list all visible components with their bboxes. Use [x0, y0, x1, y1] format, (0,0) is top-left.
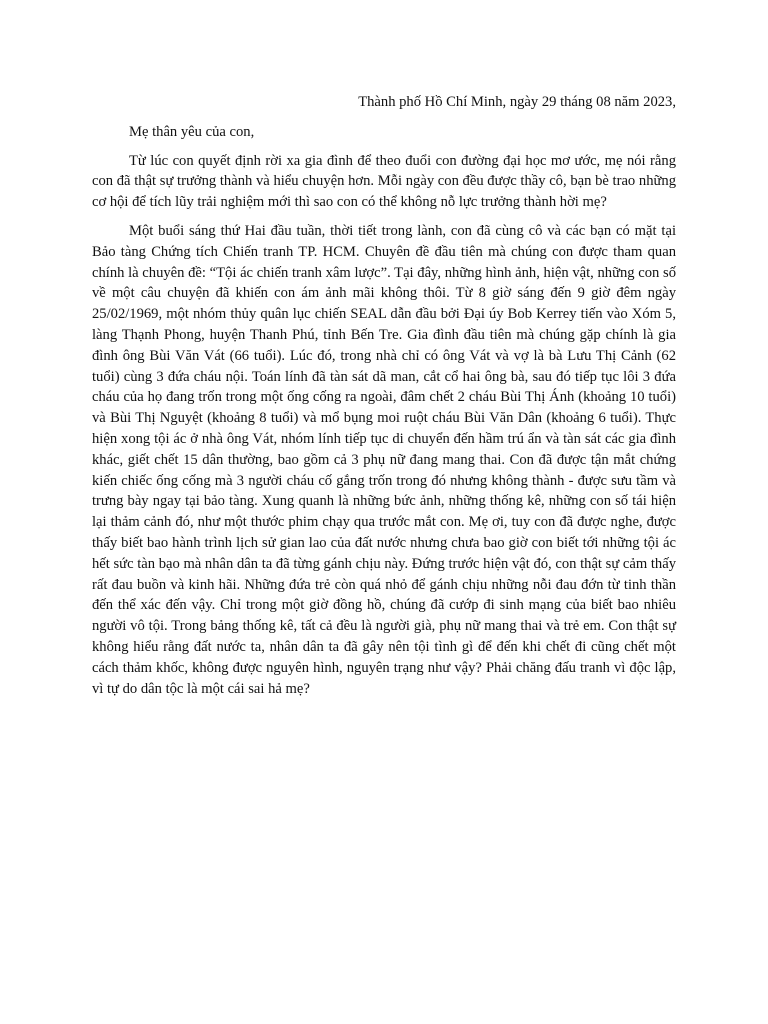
- letter-paragraph-2: Một buổi sáng thứ Hai đầu tuần, thời tiết trong lành, con đã cùng cô và các bạn có mặt tại Bảo tàng Chứng tích Chiến tranh TP. HCM. Chuyên đề đầu tiên mà chúng con được tham quan chính là chuyên đề: “Tội ác chiến tranh xâm lược”. Tại đây, những hình ảnh, hiện vật, những con số về một câu chuyện đã khiến con ám ảnh mãi không thôi. Từ 8 giờ sáng đến 9 giờ đêm ngày 25/02/1969, một nhóm thủy quân lục chiến SEAL dẫn đầu bởi Đại úy Bob Kerrey tiến vào Xóm 5, làng Thạnh Phong, huyện Thanh Phú, tỉnh Bến Tre. Gia đình đầu tiên mà chúng gặp chính là gia đình ông Bùi Văn Vát (66 tuổi). Lúc đó, trong nhà chỉ có ông Vát và vợ là bà Lưu Thị Cảnh (62 tuổi) cùng 3 đứa cháu nội. Toán lính đã tàn sát dã man, cắt cổ hai ông bà, sau đó tiếp tục lôi 3 đứa cháu của họ đang trốn trong một ống cống ra ngoài, đâm chết 2 cháu Bùi Thị Ánh (khoảng 10 tuổi) và Bùi Thị Nguyệt (khoảng 8 tuổi) và mổ bụng moi ruột cháu Bùi Văn Dân (khoảng 6 tuổi). Thực hiện xong tội ác ở nhà ông Vát, nhóm lính tiếp tục di chuyển đến hầm trú ẩn và tàn sát các gia đình khác, giết chết 15 dân thường, bao gồm cả 3 phụ nữ đang mang thai. Con đã được tận mắt chứng kiến chiếc ống cống mà 3 người cháu cố gắng trốn trong đó nhưng không thành - được sưu tầm và trưng bày ngay tại bảo tàng. Xung quanh là những bức ảnh, những thống kê, những con số tái hiện lại thảm cảnh đó, như một thước phim chạy qua trước mắt con. Mẹ ơi, tuy con đã được nghe, được thấy biết bao hành trình lịch sử gian lao của đất nước nhưng chưa bao giờ con biết tới những tội ác hết sức tàn bạo mà nhân dân ta đã từng gánh chịu này. Đứng trước hiện vật đó, con thật sự cảm thấy rất đau buồn và kinh hãi. Những đứa trẻ còn quá nhỏ để gánh chịu những nỗi đau đớn từ tinh thần đến thể xác đến vậy. Chỉ trong một giờ đồng hồ, chúng đã cướp đi sinh mạng của biết bao nhiêu người vô tội. Trong bảng thống kê, tất cả đều là người già, phụ nữ mang thai và trẻ em. Con thật sự không hiểu rằng đất nước ta, nhân dân ta đã gây nên tội tình gì để đến khi chết đi cũng chết một cách thảm khốc, không được nguyên hình, nguyên trạng như vậy? Phải chăng đấu tranh vì độc lập, vì tự do dân tộc là một cái sai hả mẹ?: [92, 222, 676, 697]
- letter-paragraph-1: Từ lúc con quyết định rời xa gia đình để theo đuổi con đường đại học mơ ước, mẹ nói rằng con đã thật sự trưởng thành và hiểu chuyện hơn. Mỗi ngày con đều được thầy cô, bạn bè trao những cơ hội để tích lũy trải nghiệm mới thì sao con có thể không nỗ lực trưởng thành hời mẹ?: [92, 152, 676, 211]
- letter-page: [92, 88, 676, 707]
- letter-salutation: Mẹ thân yêu của con,: [129, 123, 255, 140]
- letter-dateline: Thành phố Hồ Chí Minh, ngày 29 tháng 08 năm 2023,: [358, 94, 676, 110]
